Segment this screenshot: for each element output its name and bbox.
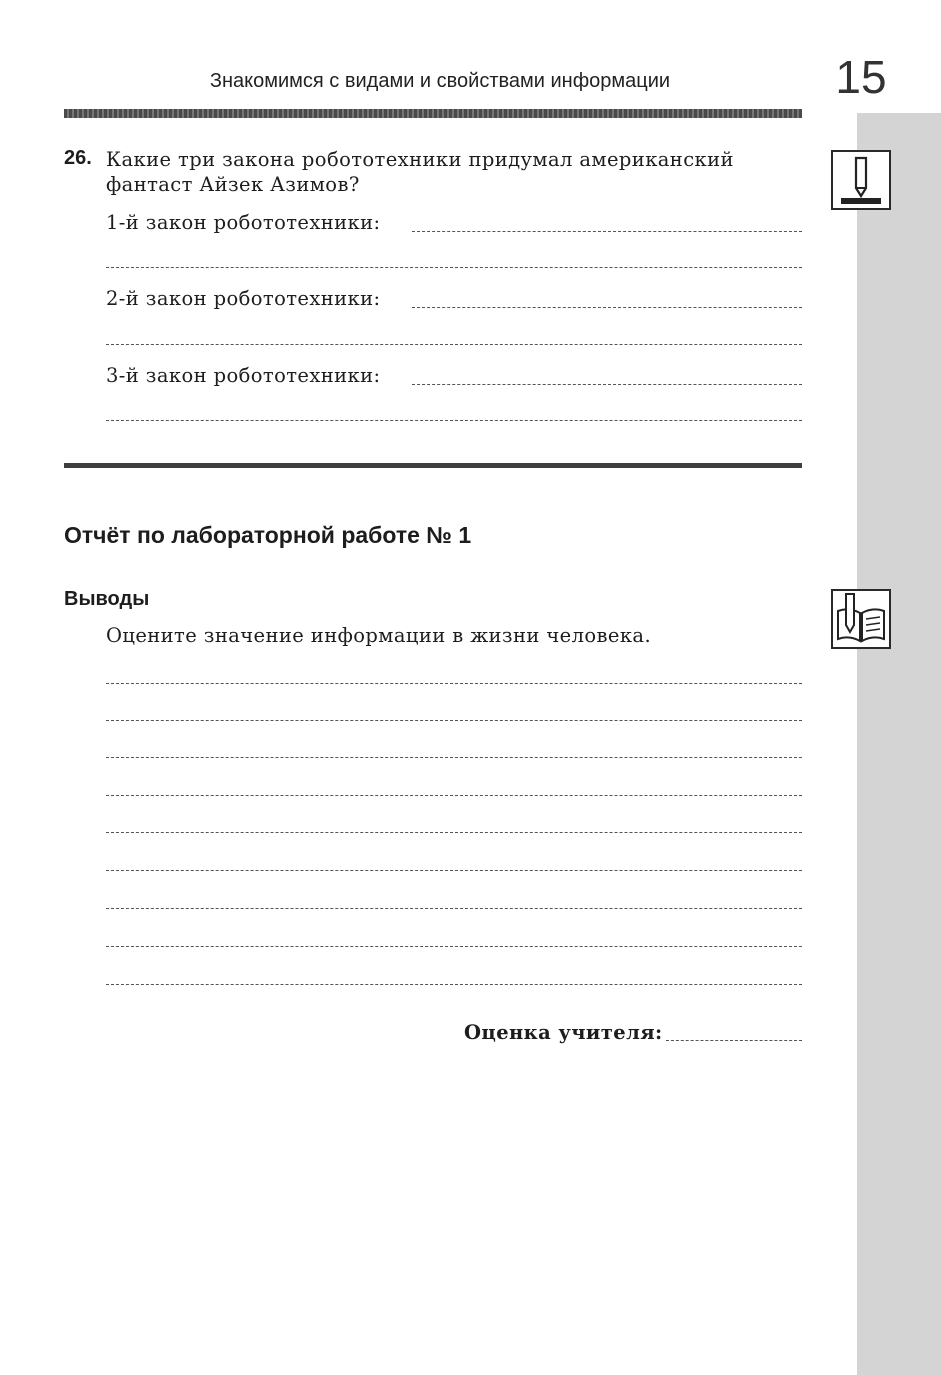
- header-rule: [64, 109, 802, 118]
- answer-line[interactable]: [412, 384, 802, 385]
- pencil-write-icon: [831, 150, 891, 210]
- teacher-grade-label: Оценка учителя:: [464, 1021, 663, 1044]
- answer-line[interactable]: [106, 683, 802, 684]
- law-3-label: 3-й закон робототехники:: [106, 364, 381, 387]
- conclusions-heading: Выводы: [64, 588, 150, 610]
- running-header: Знакомимся с видами и свойствами информации: [209, 70, 671, 92]
- section-divider: [64, 463, 802, 468]
- pencil-book-icon: [831, 589, 891, 649]
- answer-line[interactable]: [106, 757, 802, 758]
- answer-line[interactable]: [106, 984, 802, 985]
- answer-line[interactable]: [106, 908, 802, 909]
- answer-line[interactable]: [106, 420, 802, 421]
- answer-line[interactable]: [412, 231, 802, 232]
- answer-line[interactable]: [106, 946, 802, 947]
- law-1-label: 1-й закон робототехники:: [106, 211, 381, 234]
- page-number: 15: [835, 51, 887, 103]
- answer-line[interactable]: [106, 832, 802, 833]
- question-number: 26.: [64, 147, 92, 169]
- answer-line[interactable]: [106, 720, 802, 721]
- answer-line[interactable]: [412, 307, 802, 308]
- side-margin-strip: [857, 113, 941, 1375]
- task-text: Оцените значение информации в жизни человека.: [106, 624, 652, 647]
- report-title: Отчёт по лабораторной работе № 1: [64, 522, 472, 548]
- answer-line[interactable]: [106, 870, 802, 871]
- answer-line[interactable]: [106, 795, 802, 796]
- grade-field[interactable]: [666, 1040, 802, 1041]
- answer-line[interactable]: [106, 267, 802, 268]
- answer-line[interactable]: [106, 344, 802, 345]
- law-2-label: 2-й закон робототехники:: [106, 287, 381, 310]
- question-text: Какие три закона робототехники придумал американский фантаст Айзек Азимов?: [106, 148, 734, 196]
